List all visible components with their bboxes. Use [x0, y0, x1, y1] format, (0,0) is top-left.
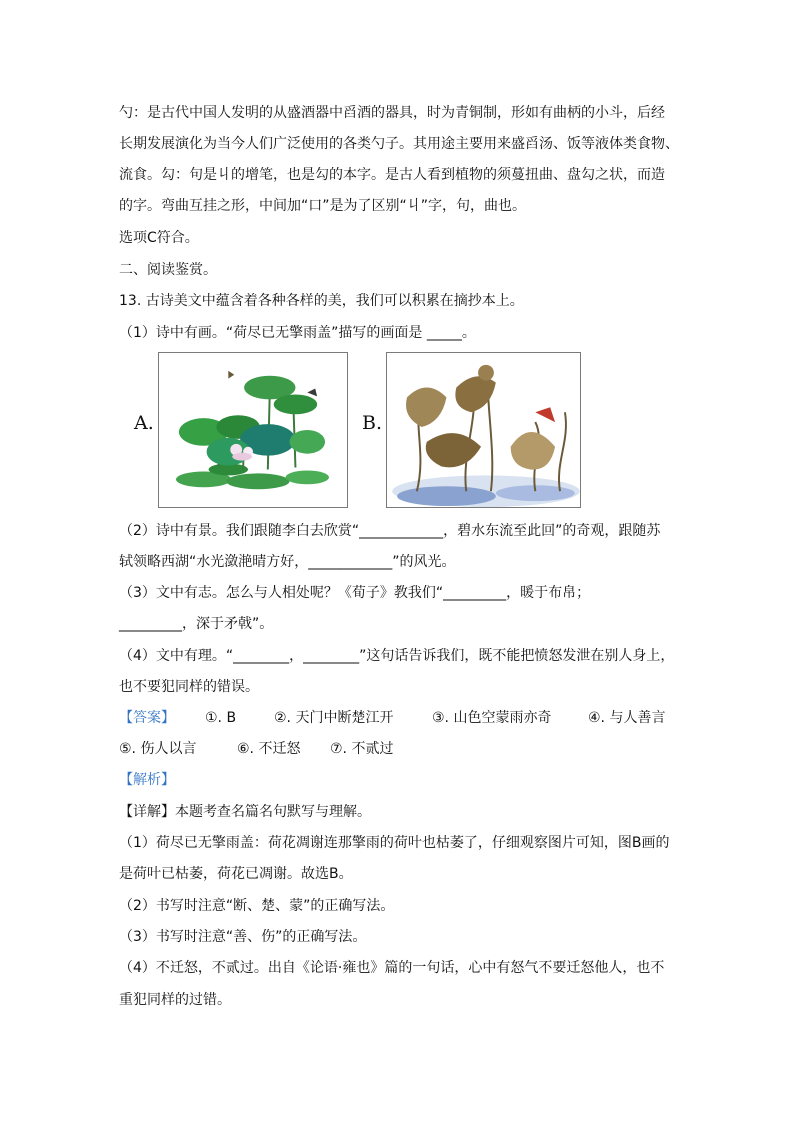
question-13-stem: 13. 古诗美文中蕴含着各种各样的美，我们可以积累在摘抄本上。 [119, 293, 524, 309]
explanation-line-3: 流食。勾：句是丩的增笔，也是勾的本字。是古人看到植物的须蔓扭曲、盘勾之状，而造 [119, 167, 665, 183]
analysis-2: （2）书写时注意“断、楚、蒙”的正确写法。 [119, 898, 395, 914]
option-a-label: A. [134, 412, 154, 434]
answer-4: ④. 与人善言 [588, 710, 666, 726]
question-13-part-4-line-2: 也不要犯同样的错误。 [119, 679, 259, 695]
question-13-part-1: （1）诗中有画。“荷尽已无擎雨盖”描写的画面是 _____。 [119, 325, 476, 341]
question-13-part-3-line-2: _________，深于矛戟”。 [119, 616, 274, 632]
lotus-bloom-illustration [159, 353, 347, 507]
explanation-line-1: 勺：是古代中国人发明的从盛酒器中舀酒的器具，时为青铜制，形如有曲柄的小斗，后经 [119, 105, 665, 121]
option-a-image [158, 352, 348, 508]
answer-6: ⑥. 不迁怒 [237, 741, 301, 757]
answer-1: ①. B [205, 710, 237, 726]
answer-tag: 【答案】 [119, 710, 175, 726]
explanation-line-2: 长期发展演化为当今人们广泛使用的各类勺子。其用途主要用来盛舀汤、饭等液体类食物、 [119, 136, 679, 152]
question-13-part-2-line-1: （2）诗中有景。我们跟随李白去欣赏“____________，碧水东流至此回”的奇观，跟随苏 [119, 523, 661, 539]
analysis-detail-line [119, 802, 371, 822]
answer-2: ②. 天门中断楚江开 [274, 710, 394, 726]
answer-3: ③. 山色空蒙雨亦奇 [432, 710, 552, 726]
question-13-part-2-line-2: 轼领略西湖“水光潋滟晴方好，____________”的风光。 [119, 554, 456, 570]
explanation-line-4: 的字。弯曲互挂之形，中间加“口”是为了区别“丩”字，句，曲也。 [119, 198, 527, 214]
analysis-1-line-2: 是荷叶已枯萎，荷花已凋谢。故选B。 [119, 866, 353, 882]
section-heading: 二、阅读鉴赏。 [119, 262, 217, 278]
analysis-3: （3）书写时注意“善、伤”的正确写法。 [119, 929, 367, 945]
answer-5: ⑤. 伤人以言 [119, 741, 197, 757]
analysis-tag: 【解析】 [119, 772, 175, 788]
analysis-1-line-1: （1）荷尽已无擎雨盖：荷花凋谢连那擎雨的荷叶也枯萎了，仔细观察图片可知，图B画的 [119, 835, 670, 851]
analysis-4-line-1: （4）不迁怒，不贰过。出自《论语·雍也》篇的一句话，心中有怒气不要迁怒他人，也不 [119, 960, 665, 976]
detail-tag: 【详解】 [119, 804, 175, 820]
analysis-4-line-2: 重犯同样的过错。 [119, 992, 231, 1008]
option-b-image [386, 352, 581, 508]
question-13-part-4-line-1: （4）文中有理。“________，________”这句话告诉我们，既不能把愤怒发泄在别人身上， [119, 648, 675, 664]
option-conclusion: 选项C符合。 [119, 230, 199, 246]
answer-7: ⑦. 不贰过 [330, 741, 394, 757]
detail-intro: 本题考查名篇名句默写与理解。 [175, 804, 371, 820]
question-13-part-3-line-1: （3）文中有志。怎么与人相处呢？《荀子》教我们“_________，暖于布帛； [119, 585, 591, 601]
withered-lotus-illustration [387, 353, 580, 507]
option-b-label: B. [362, 412, 383, 434]
